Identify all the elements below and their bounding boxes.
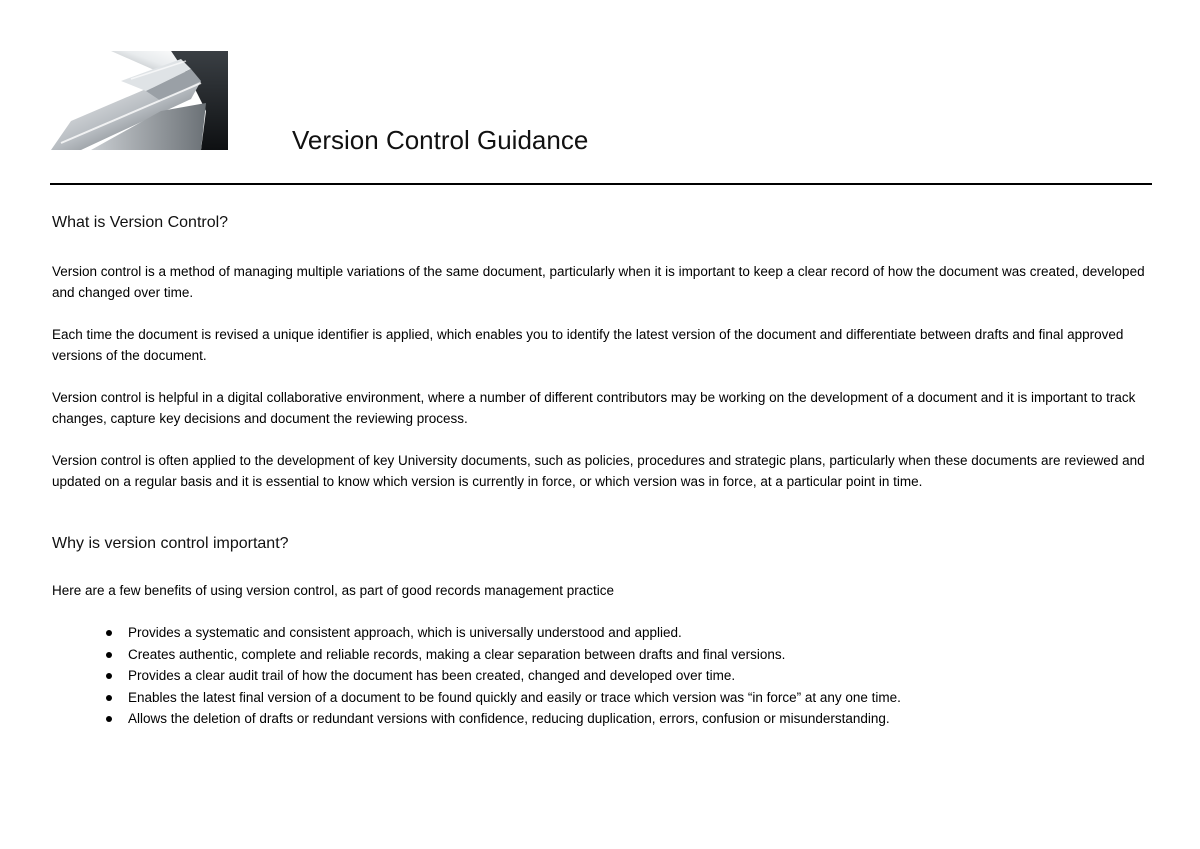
list-item-text: Provides a systematic and consistent approach, which is universally understood and applied. xyxy=(128,625,682,640)
list-item xyxy=(106,644,1152,666)
bullet-icon xyxy=(106,673,112,679)
document-title: Version Control Guidance xyxy=(292,125,589,155)
benefits-list xyxy=(52,622,1152,730)
list-item-text: Provides a clear audit trail of how the document has been created, changed and developed over time. xyxy=(128,668,736,683)
list-item xyxy=(106,622,1152,644)
document-body xyxy=(52,212,1152,730)
paragraph: Each time the document is revised a unique identifier is applied, which enables you to identify the latest version of the document and differentiate between drafts and final approved versions of the document. xyxy=(52,327,1124,363)
bullet-icon xyxy=(106,630,112,636)
list-item-text: Enables the latest final version of a document to be found quickly and easily or trace which version was “in force” at any one time. xyxy=(128,689,901,705)
bullet-icon xyxy=(106,695,112,701)
bullet-icon xyxy=(106,652,112,658)
list-item xyxy=(106,708,1152,730)
list-item-text: Creates authentic, complete and reliable records, making a clear separation between drafts and final versions. xyxy=(128,646,786,662)
title-divider xyxy=(50,183,1152,185)
bullet-icon xyxy=(106,716,112,722)
paragraph: Version control is a method of managing multiple variations of the same document, particularly when it is important to keep a clear record of how the document was created, developed and changed over time. xyxy=(52,264,1145,300)
list-item-text: Allows the deletion of drafts or redundant versions with confidence, reducing duplication, errors, confusion or misunderstanding. xyxy=(128,711,890,726)
section-heading-what-is-version-control: What is Version Control? xyxy=(52,214,229,231)
paragraph: Version control is helpful in a digital collaborative environment, where a number of different contributors may be working on the development of a document and it is important to track changes, capture key decisions and document the reviewing process. xyxy=(52,390,1136,426)
list-item xyxy=(106,665,1152,687)
list-item xyxy=(106,687,1152,709)
logo-image xyxy=(51,51,228,150)
section-heading-why-version-control-important: Why is version control important? xyxy=(52,535,289,552)
paragraph: Version control is often applied to the development of key University documents, such as policies, procedures and strategic plans, particularly when these documents are reviewed and updated on a regular basis and it is essential to know which version is currently in force, or which version was in force, at a particular point in time. xyxy=(52,453,1145,489)
benefits-intro: Here are a few benefits of using version control, as part of good records management practice xyxy=(52,583,615,598)
